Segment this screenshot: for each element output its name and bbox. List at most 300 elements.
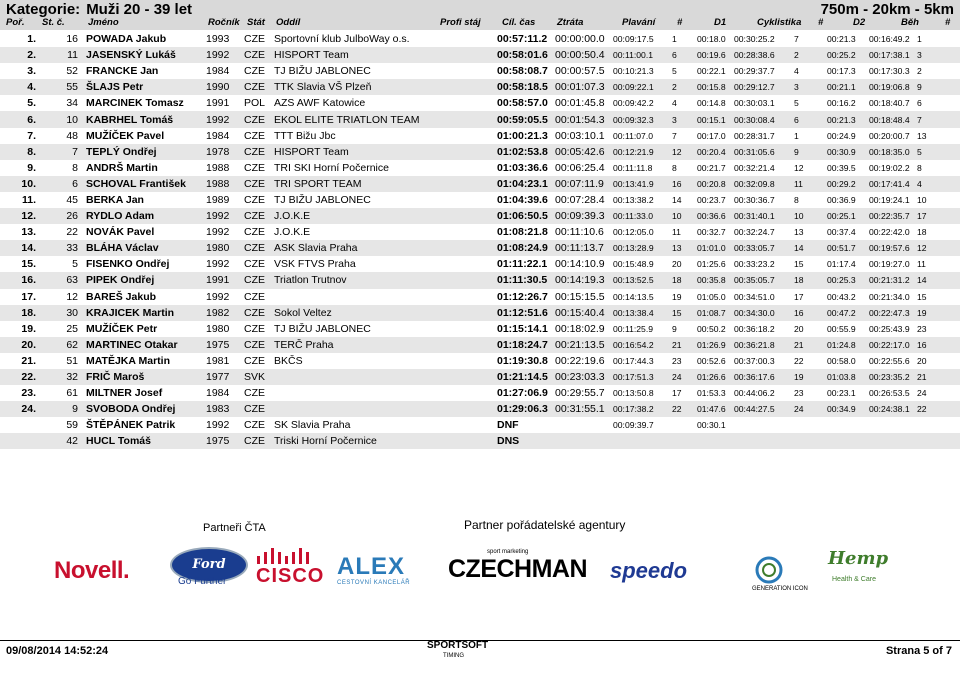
cell-run-rank: 5: [917, 144, 960, 160]
cell-bike: 00:44:27.5: [734, 401, 794, 417]
col-header: Profi stáj: [440, 17, 481, 28]
cell-country: CZE: [244, 176, 274, 192]
cell-gap: [555, 433, 613, 449]
cell-pro-team: [437, 31, 497, 47]
cell-country: CZE: [244, 258, 265, 271]
cell-swim: 00:16:54.2: [613, 337, 672, 353]
col-header: Jméno: [88, 17, 119, 28]
cell-t1: 00:50.2: [697, 323, 726, 334]
cell-bike: 00:31:40.1: [734, 208, 794, 224]
cell-country: CZE: [244, 322, 265, 335]
cell-country: CZE: [244, 33, 265, 46]
cell-pro-team: [437, 47, 497, 63]
cell-gap: 00:21:13.5: [555, 337, 613, 353]
cell-t1: 01:53.3: [697, 388, 726, 399]
cell-run: 00:22:42.0: [869, 227, 910, 238]
cell-bike-rank: 14: [794, 240, 827, 256]
cell-bike: 00:28:31.7: [734, 130, 775, 141]
cell-run-rank: 22: [917, 401, 960, 417]
alex-tagline: CESTOVNÍ KANCELÁŘ: [337, 580, 411, 586]
cell-t1: 00:18.0: [697, 34, 726, 45]
cell-country: CZE: [244, 129, 265, 142]
cell-run-rank: 4: [917, 176, 960, 192]
cell-run: 00:19:57.6: [869, 240, 917, 256]
cell-country: CZE: [244, 226, 265, 239]
cell-run-rank: 8: [917, 162, 922, 173]
cell-rank: 5.: [27, 97, 36, 110]
cell-finish-time: 01:18:24.7: [497, 337, 555, 353]
cell-gap: [555, 417, 613, 433]
cell-pro-team: [437, 337, 497, 353]
cell-rank: 22.: [0, 369, 42, 385]
cell-name: ANDRŠ Martin: [86, 161, 158, 174]
cell-country: CZE: [244, 419, 265, 432]
cell-bike-rank: 7: [794, 34, 799, 45]
cell-finish-time: DNS: [497, 433, 555, 449]
cell-club: J.O.K.E: [274, 208, 437, 224]
cell-pro-team: [437, 63, 497, 79]
cell-year: 1992: [206, 47, 244, 63]
cell-swim: 00:11:07.0: [613, 130, 653, 141]
cell-start-number: 32: [42, 369, 86, 385]
cell-finish-time: 00:58:18.5: [497, 79, 555, 95]
cell-run-rank: 18: [917, 227, 927, 238]
cell-run-rank: [917, 433, 960, 449]
cell-pro-team: [437, 192, 497, 208]
cell-finish-time: 01:04:39.6: [497, 193, 548, 206]
cell-finish-time: 00:58:01.6: [497, 47, 555, 63]
cell-start-number: 51: [66, 354, 78, 367]
cell-t1: 00:36.6: [697, 208, 734, 224]
cell-run: 00:21:34.0: [869, 291, 910, 302]
cell-club: TJ BIŽU JABLONEC: [274, 65, 371, 78]
cell-t2: 00:39.5: [827, 162, 856, 173]
table-row: [0, 321, 960, 337]
cell-swim: 00:13:41.9: [613, 176, 672, 192]
cell-rank: 15.: [21, 258, 36, 271]
cell-club: TTT Bižu Jbc: [274, 129, 336, 142]
cell-swim: 00:11:11.8: [613, 162, 653, 173]
cell-gap: 00:14:19.3: [555, 272, 613, 288]
results-body: [0, 31, 960, 449]
cell-gap: 00:07:28.4: [555, 193, 605, 206]
table-row: [0, 160, 960, 176]
cell-year: 1978: [206, 144, 244, 160]
cell-rank: 8.: [0, 144, 42, 160]
cell-year: 1990: [206, 79, 244, 95]
cell-year: 1993: [206, 33, 230, 46]
cell-run-rank: 10: [917, 194, 927, 205]
cell-bike: [734, 433, 794, 449]
cell-year: 1988: [206, 176, 244, 192]
cell-gap: 00:15:15.5: [555, 290, 605, 303]
cell-run-rank: 16: [917, 337, 960, 353]
cell-year: 1975: [206, 433, 244, 449]
cell-gap: 00:06:25.4: [555, 161, 605, 174]
cell-bike-rank: 23: [794, 388, 804, 399]
cell-start-number: 10: [42, 111, 86, 127]
cell-year: 1988: [206, 161, 230, 174]
cell-run-rank: 13: [917, 130, 927, 141]
cell-start-number: 59: [66, 419, 78, 432]
cell-country: CZE: [244, 144, 274, 160]
cell-start-number: 6: [42, 176, 86, 192]
cell-run-rank: 1: [917, 34, 922, 45]
cell-swim-rank: 9: [672, 323, 677, 334]
cell-pro-team: [437, 240, 497, 256]
cell-pro-team: [437, 385, 497, 401]
cell-start-number: 62: [42, 337, 86, 353]
cell-bike-rank: [794, 417, 827, 433]
cell-run-rank: 17: [917, 208, 960, 224]
cell-name: MATĚJKA Martin: [86, 354, 170, 367]
cell-pro-team: [437, 111, 497, 127]
cell-gap: 00:01:54.3: [555, 111, 613, 127]
cell-rank: 12.: [0, 208, 42, 224]
cell-t1: 00:30.1: [697, 420, 726, 431]
ford-tagline: Go Further: [178, 576, 227, 587]
table-row: [0, 31, 960, 47]
cell-swim-rank: 2: [672, 79, 697, 95]
cell-bike: 00:32:24.7: [734, 227, 775, 238]
table-row: [0, 95, 960, 111]
cell-t2: 00:51.7: [827, 240, 869, 256]
cell-pro-team: [437, 95, 497, 111]
cell-t1: 00:17.0: [697, 130, 726, 141]
cell-club: [274, 385, 437, 401]
cell-t1: 00:22.1: [697, 66, 726, 77]
cell-bike-rank: 1: [794, 130, 799, 141]
cell-run: 00:19:27.0: [869, 259, 910, 270]
cell-pro-team: [437, 208, 497, 224]
cell-start-number: 63: [42, 272, 86, 288]
cell-club: TERČ Praha: [274, 337, 437, 353]
cell-rank: 14.: [0, 240, 42, 256]
cell-bike: 00:30:25.2: [734, 34, 775, 45]
cell-country: CZE: [244, 305, 274, 321]
cell-bike-rank: 17: [794, 291, 804, 302]
cell-t2: 00:16.2: [827, 98, 856, 109]
cell-finish-time: 01:11:22.1: [497, 258, 548, 271]
cell-run: 00:17:38.1: [869, 47, 917, 63]
cell-country: CZE: [244, 161, 265, 174]
cell-year: 1980: [206, 240, 244, 256]
cell-start-number: 16: [66, 33, 78, 46]
cell-pro-team: [437, 289, 497, 305]
cell-run-rank: 2: [917, 66, 922, 77]
cell-year: 1991: [206, 97, 230, 110]
cell-pro-team: [437, 369, 497, 385]
cell-finish-time: 00:58:08.7: [497, 65, 548, 78]
cell-t2: 00:34.9: [827, 401, 869, 417]
cell-t1: 00:14.8: [697, 98, 726, 109]
cell-swim: 00:12:05.0: [613, 227, 654, 238]
cell-club: HISPORT Team: [274, 144, 437, 160]
table-row: [0, 401, 960, 417]
cell-start-number: 25: [66, 322, 78, 335]
cell-country: CZE: [244, 290, 265, 303]
col-header: Ročník: [208, 17, 240, 28]
cell-rank: 18.: [0, 305, 42, 321]
cell-name: ŠTĚPÁNEK Patrik: [86, 419, 176, 432]
cell-rank: 20.: [0, 337, 42, 353]
cell-swim: 00:17:51.3: [613, 369, 672, 385]
cell-start-number: 22: [66, 226, 78, 239]
novell-logo: Novell.: [54, 557, 130, 584]
cell-swim-rank: 24: [672, 369, 697, 385]
cell-finish-time: 01:08:21.8: [497, 226, 548, 239]
cell-pro-team: [437, 321, 497, 337]
table-row: [0, 176, 960, 192]
cell-start-number: 7: [42, 144, 86, 160]
cell-swim-rank: 13: [672, 240, 697, 256]
partners-cta-label: Partneři ČTA: [203, 522, 266, 534]
page-number: Strana 5 of 7: [885, 645, 952, 657]
cell-bike: 00:30:08.4: [734, 111, 794, 127]
cell-rank: [0, 433, 42, 449]
cell-rank: 13.: [21, 226, 36, 239]
cell-t2: 00:47.2: [827, 305, 869, 321]
cell-gap: 00:29:55.7: [555, 387, 605, 400]
cell-run: 00:17:30.3: [869, 66, 910, 77]
cell-finish-time: 01:08:24.9: [497, 240, 555, 256]
cell-bike-rank: 19: [794, 369, 827, 385]
cell-club: [274, 369, 437, 385]
cell-t1: 00:19.6: [697, 47, 734, 63]
cell-club: Sokol Veltez: [274, 305, 437, 321]
sportsoft-logo: SPORTSOFT: [427, 640, 489, 651]
cell-pro-team: [437, 176, 497, 192]
cell-club: J.O.K.E: [274, 226, 311, 239]
cell-bike-rank: 21: [794, 337, 827, 353]
cell-swim: 00:13:28.9: [613, 240, 672, 256]
table-row: [0, 417, 960, 433]
cell-swim: 00:10:21.3: [613, 66, 654, 77]
cell-start-number: 26: [42, 208, 86, 224]
cell-gap: 00:14:10.9: [555, 258, 605, 271]
cell-gap: 00:01:07.3: [555, 79, 613, 95]
cell-pro-team: [437, 128, 497, 144]
cell-year: 1984: [206, 387, 230, 400]
col-header: Cíl. čas: [502, 17, 536, 28]
cell-rank: 2.: [0, 47, 42, 63]
cell-country: CZE: [244, 272, 274, 288]
cell-t1: 01:26.6: [697, 369, 734, 385]
cell-t2: 00:25.3: [827, 272, 869, 288]
sportsoft-tagline: TIMING: [443, 653, 464, 659]
cell-club: Sportovní klub JulboWay o.s.: [274, 33, 410, 46]
cell-t2: 00:23.1: [827, 388, 856, 399]
cell-year: 1984: [206, 65, 230, 78]
cell-swim-rank: 5: [672, 66, 677, 77]
cell-year: 1989: [206, 193, 230, 206]
cell-name: MARTINEC Otakar: [86, 337, 206, 353]
cell-gap: 00:00:00.0: [555, 33, 605, 46]
cell-rank: 19.: [21, 322, 36, 335]
cell-swim-rank: 21: [672, 337, 697, 353]
table-row: [0, 353, 960, 369]
cell-country: CZE: [244, 401, 274, 417]
cell-rank: 23.: [21, 387, 36, 400]
col-header: Cyklistika: [757, 17, 802, 28]
cell-run: 00:20:00.7: [869, 130, 910, 141]
cell-rank: 3.: [27, 65, 36, 78]
cell-run: 00:16:49.2: [869, 34, 910, 45]
cell-finish-time: 01:12:51.6: [497, 305, 555, 321]
cell-bike: 00:33:05.7: [734, 240, 794, 256]
cell-run: 00:26:53.5: [869, 388, 910, 399]
cell-gap: 00:15:40.4: [555, 305, 613, 321]
column-header-row: [0, 16, 960, 30]
table-row: [0, 224, 960, 240]
cell-t2: 00:29.2: [827, 176, 869, 192]
table-row: [0, 79, 960, 95]
cell-run: 00:19:02.2: [869, 162, 910, 173]
cell-bike: 00:29:12.7: [734, 79, 794, 95]
cell-bike: 00:35:05.7: [734, 272, 794, 288]
cell-year: 1992: [206, 208, 244, 224]
table-row: [0, 305, 960, 321]
cell-year: 1982: [206, 305, 244, 321]
cell-run-rank: [917, 417, 960, 433]
cell-bike-rank: 16: [794, 305, 827, 321]
cell-run-rank: 3: [917, 47, 960, 63]
cell-swim-rank: 20: [672, 259, 682, 270]
cell-club: ASK Slavia Praha: [274, 240, 437, 256]
cell-swim: 00:11:25.9: [613, 323, 653, 334]
cell-club: Triski Horní Počernice: [274, 433, 437, 449]
cell-pro-team: [437, 160, 497, 176]
cell-start-number: 34: [66, 97, 78, 110]
cell-year: 1992: [206, 258, 230, 271]
cell-swim: 00:13:38.2: [613, 194, 654, 205]
results-header: [0, 0, 960, 30]
cell-finish-time: 01:12:26.7: [497, 290, 548, 303]
cell-finish-time: 00:57:11.2: [497, 33, 548, 46]
cell-gap: 00:03:10.1: [555, 129, 605, 142]
cell-t2: 01:17.4: [827, 259, 856, 270]
cell-gap: 00:09:39.3: [555, 208, 613, 224]
cell-gap: 00:01:45.8: [555, 97, 605, 110]
cell-pro-team: [437, 79, 497, 95]
cell-swim-rank: 14: [672, 194, 682, 205]
cell-country: CZE: [244, 433, 274, 449]
table-row: [0, 63, 960, 79]
table-row: [0, 240, 960, 256]
cell-year: 1975: [206, 337, 244, 353]
cell-name: JASENSKÝ Lukáš: [86, 47, 206, 63]
cell-swim: 00:09:39.7: [613, 420, 654, 431]
cell-bike-rank: 12: [794, 162, 804, 173]
cell-run: 00:22:17.0: [869, 337, 917, 353]
cell-start-number: 45: [66, 193, 78, 206]
cell-pro-team: [437, 353, 497, 369]
cell-run: 00:23:35.2: [869, 369, 917, 385]
cell-swim-rank: 12: [672, 144, 697, 160]
cell-swim-rank: 4: [672, 98, 677, 109]
cell-bike: 00:30:36.7: [734, 194, 775, 205]
cell-run-rank: 21: [917, 369, 960, 385]
cell-t1: 01:08.7: [697, 305, 734, 321]
cell-year: 1984: [206, 129, 230, 142]
table-row: [0, 111, 960, 127]
cell-start-number: 33: [42, 240, 86, 256]
cell-start-number: 8: [72, 161, 78, 174]
cell-name: MILTNER Josef: [86, 387, 163, 400]
cell-name: FISENKO Ondřej: [86, 258, 170, 271]
cell-t1: 00:23.7: [697, 194, 726, 205]
cell-swim-rank: 8: [672, 162, 677, 173]
cell-finish-time: 01:15:14.1: [497, 322, 548, 335]
cell-run: 00:21:31.2: [869, 272, 917, 288]
cell-gap: 00:07:11.9: [555, 176, 613, 192]
cell-bike: 00:28:38.6: [734, 47, 794, 63]
cell-run: 00:19:06.8: [869, 79, 917, 95]
cell-t2: [827, 433, 869, 449]
cell-swim: 00:09:22.1: [613, 79, 672, 95]
cell-club: VSK FTVS Praha: [274, 258, 356, 271]
cell-run: 00:18:48.4: [869, 111, 917, 127]
cell-run-rank: 20: [917, 355, 927, 366]
cell-finish-time: 01:00:21.3: [497, 129, 548, 142]
cell-name: FRANCKE Jan: [86, 65, 159, 78]
cell-name: MUŽÍČEK Pavel: [86, 129, 165, 142]
cell-swim: 00:09:17.5: [613, 34, 654, 45]
cell-rank: 11.: [21, 193, 36, 206]
cell-rank: 1.: [27, 33, 36, 46]
cell-rank: [0, 417, 42, 433]
cell-club: TJ BIŽU JABLONEC: [274, 322, 371, 335]
cell-finish-time: 00:58:57.0: [497, 97, 548, 110]
cell-gap: 00:00:57.5: [555, 65, 605, 78]
distance-label: 750m - 20km - 5km: [820, 1, 954, 18]
table-row: [0, 192, 960, 208]
cell-run-rank: 19: [917, 305, 960, 321]
cell-year: 1992: [206, 290, 230, 303]
cell-run-rank: 14: [917, 272, 960, 288]
cell-swim: 00:09:32.3: [613, 111, 672, 127]
cell-swim-rank: 22: [672, 401, 697, 417]
cell-year: 1992: [206, 111, 244, 127]
cell-t1: 01:25.6: [697, 259, 726, 270]
cell-swim: 00:11:00.1: [613, 47, 672, 63]
cell-t2: 00:25.1: [827, 208, 869, 224]
cell-bike: 00:44:06.2: [734, 388, 775, 399]
cell-bike-rank: 24: [794, 401, 827, 417]
cell-t2: 00:43.2: [827, 291, 856, 302]
cell-swim: 00:13:52.5: [613, 272, 672, 288]
cell-finish-time: 01:27:06.9: [497, 387, 548, 400]
cell-swim: 00:09:42.2: [613, 98, 654, 109]
cell-swim-rank: 6: [672, 47, 697, 63]
cell-t2: 00:55.9: [827, 323, 856, 334]
cell-run: 00:22:47.3: [869, 305, 917, 321]
cell-club: Triatlon Trutnov: [274, 272, 437, 288]
cell-run-rank: 6: [917, 98, 922, 109]
cell-country: POL: [244, 97, 266, 110]
cell-bike-rank: 11: [794, 176, 827, 192]
cell-bike-rank: 10: [794, 208, 827, 224]
col-header: #: [677, 17, 683, 28]
cell-t1: 00:20.8: [697, 176, 734, 192]
cell-club: AZS AWF Katowice: [274, 97, 366, 110]
cell-club: TRI SPORT TEAM: [274, 176, 437, 192]
cell-run-rank: 15: [917, 291, 927, 302]
cell-pro-team: [437, 256, 497, 272]
cell-rank: 16.: [0, 272, 42, 288]
cell-name: BAREŠ Jakub: [86, 290, 157, 303]
cell-swim: 00:13:50.8: [613, 388, 654, 399]
